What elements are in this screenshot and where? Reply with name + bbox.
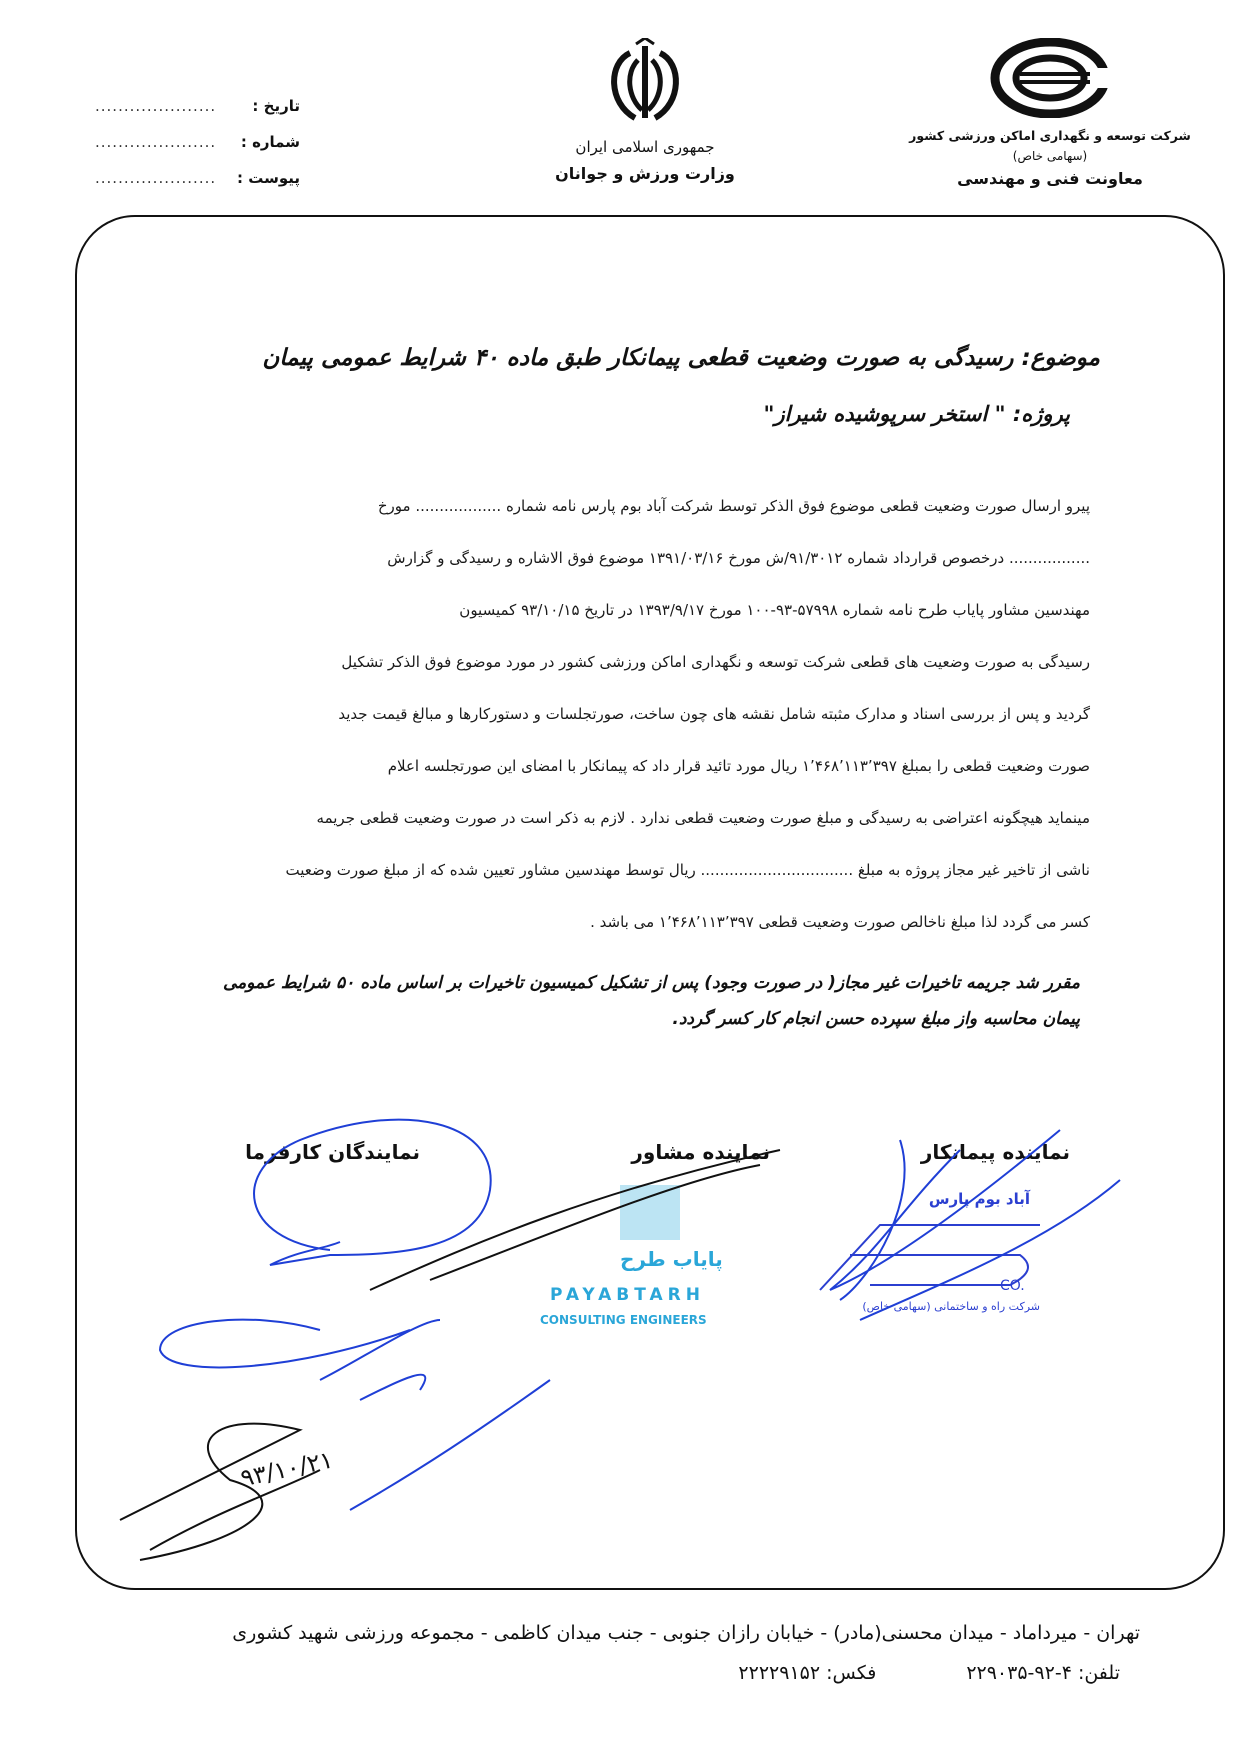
- contractor-stamp: آباد بوم پارس CO. شرکت راه و ساختمانی (سهامی خاص): [810, 1190, 1050, 1330]
- body-line: گردید و پس از بررسی اسناد و مدارک مثبته شامل نقشه های چون ساخت، صورتجلسات و دستورکارها و مبالغ قیمت جدید: [338, 705, 1090, 723]
- contractor-label: نماینده پیمانکار: [920, 1140, 1070, 1164]
- employer-signature-2: [160, 1320, 550, 1510]
- company-header: شرکت توسعه و نگهداری اماکن ورزشی کشور (سهامی خاص) معاونت فنی و مهندسی: [900, 38, 1200, 188]
- employer-circle-signature: [254, 1120, 491, 1265]
- iran-emblem-icon: [600, 38, 690, 128]
- letter-meta: [95, 88, 300, 196]
- body-line: پیرو ارسال صورت وضعیت قطعی موضوع فوق الذکر توسط شرکت آباد بوم پارس نامه شماره .................. مورخ: [377, 497, 1090, 515]
- handwritten-signatures: [0, 1080, 1240, 1580]
- footer-contact: [738, 1662, 1120, 1684]
- letter-project: پروژه: " استخر سرپوشیده شیراز": [763, 402, 1070, 426]
- body-line: صورت وضعیت قطعی را بمبلغ ۱٬۴۶۸٬۱۱۳٬۳۹۷ ریال مورد تائید قرار داد که پیمانکار با امضای این صورتجلسه اعلام: [387, 757, 1090, 775]
- government-header: جمهوری اسلامی ایران وزارت ورزش و جوانان: [520, 38, 770, 183]
- date-field: تاریخ : .....................: [95, 97, 300, 115]
- consultant-stamp: پایاب طرح PAYABTARH CONSULTING ENGINEERS: [540, 1185, 760, 1365]
- number-field: شماره : .....................: [95, 133, 300, 151]
- employer-label: نمایندگان کارفرما: [245, 1140, 420, 1164]
- consultant-signature: [370, 1150, 780, 1290]
- body-line: ناشی از تاخیر غیر مجاز پروژه به مبلغ ................................ ریال توسط مهندسین مشاور تعیین شده که از مبلغ صورت وضعیت: [285, 861, 1090, 879]
- handwritten-date: ۹۳/۱۰/۲۱: [238, 1445, 336, 1493]
- decree-paragraph: مقرر شد جریمه تاخیرات غیر مجاز( در صورت وجود) پس از تشکیل کمیسیون تاخیرات بر اساس ماده ۵۰ شرایط عمومی پیمان محاسبه واز مبلغ سپرده حسن انجام کار کسر گردد.: [222, 973, 1080, 1029]
- body-line: ................. درخصوص قرارداد شماره ۹۱/۳۰۱۲/ش مورخ ۱۳۹۱/۰۳/۱۶ موضوع فوق الاشاره و رسیدگی و گزارش: [387, 549, 1090, 567]
- consultant-label: نماینده مشاور: [631, 1140, 770, 1164]
- company-logo-icon: [990, 38, 1110, 118]
- letter-subject: موضوع: رسیدگی به صورت وضعیت قطعی پیمانکار طبق ماده ۴۰ شرایط عمومی پیمان: [262, 345, 1100, 371]
- body-line: کسر می گردد لذا مبلغ ناخالص صورت وضعیت قطعی ۱٬۴۶۸٬۱۱۳٬۳۹۷ می باشد .: [590, 913, 1090, 931]
- letter-body: [190, 480, 1090, 948]
- attachment-field: پیوست : .....................: [95, 169, 300, 187]
- footer-phone: تلفن: ۴-۹۲-۲۲۹۰۳۵: [966, 1662, 1120, 1684]
- contractor-signature: [830, 1130, 1120, 1320]
- employer-ink-signature: [120, 1424, 320, 1560]
- footer-address: تهران - میرداماد - میدان محسنی(مادر) - خیابان رازان جنوبی - جنب میدان کاظمی - مجموعه ورزشی شهید کشوری: [232, 1622, 1140, 1644]
- body-line: مهندسین مشاور پایاب طرح نامه شماره ۵۷۹۹۸-۹۳-۱۰۰ مورخ ۱۳۹۳/۹/۱۷ در تاریخ ۹۳/۱۰/۱۵ کمیسیون: [459, 601, 1090, 619]
- footer-fax: فکس: ۲۲۲۲۹۱۵۲: [738, 1662, 877, 1684]
- body-line: رسیدگی به صورت وضعیت های قطعی شرکت توسعه و نگهداری اماکن ورزشی کشور در مورد موضوع فوق الذکر تشکیل: [341, 653, 1090, 671]
- body-line: مینماید هیچگونه اعتراضی به رسیدگی و مبلغ صورت وضعیت قطعی ندارد . لازم به ذکر است در صورت وضعیت قطعی جریمه: [316, 809, 1090, 827]
